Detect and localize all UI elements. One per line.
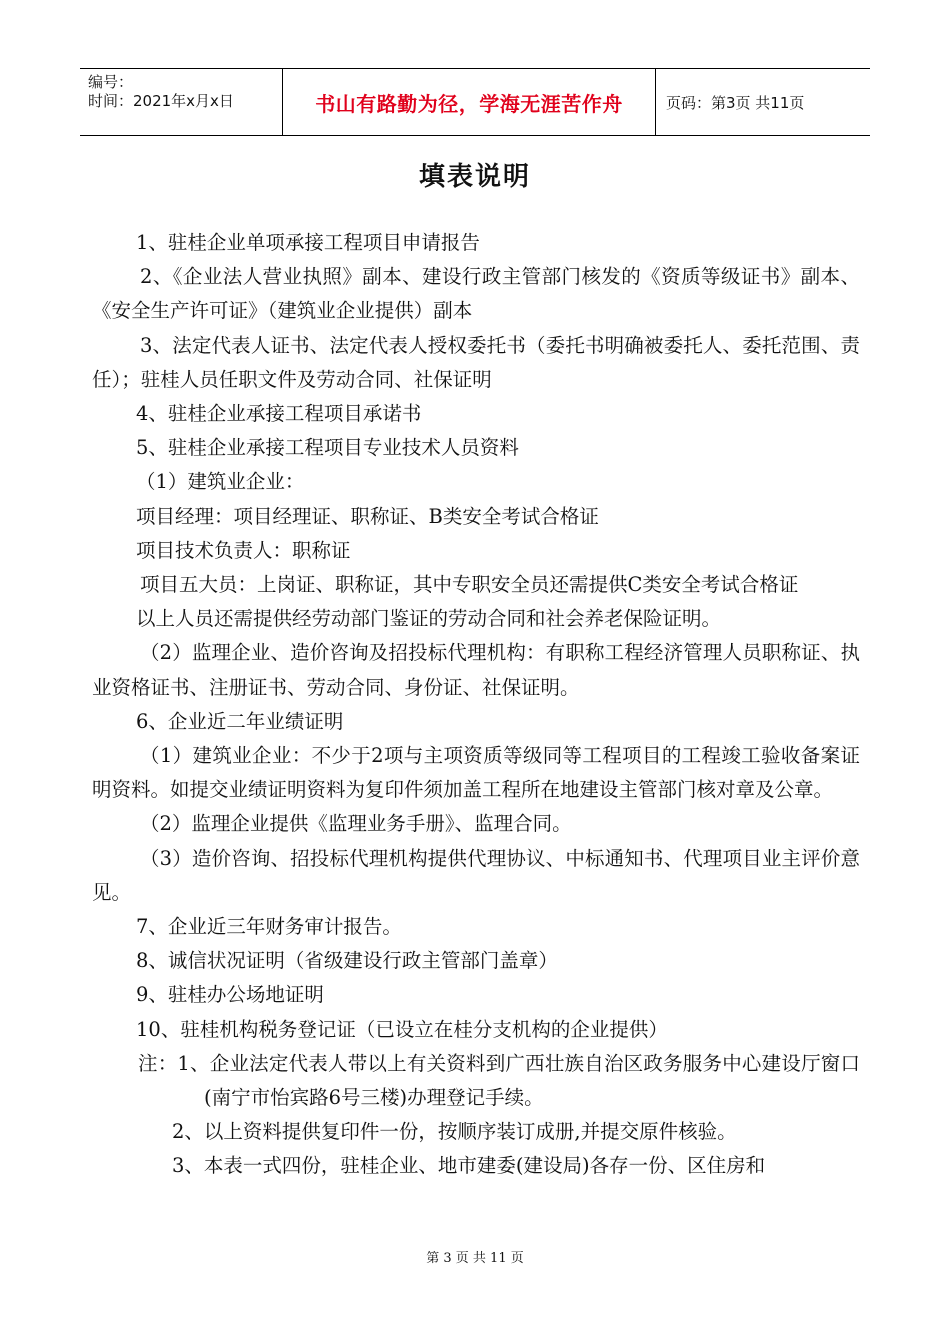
item-3: 3、法定代表人证书、法定代表人授权委托书（委托书明确被委托人、委托范围、责任）；驻桂人员任职文件及劳动合同、社保证明 xyxy=(92,333,860,391)
item-8: 8、诚信状况证明（省级建设行政主管部门盖章） xyxy=(136,949,558,973)
motto-cell xyxy=(283,69,656,135)
header-table xyxy=(80,68,870,136)
page-title: 填表说明 xyxy=(418,162,531,192)
item-1: 1、驻桂企业单项承接工程项目申请报告 xyxy=(136,231,480,254)
item-6-sub-3: （3）造价咨询、招投标代理机构提供代理协议、中标通知书、代理项目业主评价意见。 xyxy=(92,846,860,904)
item-5-note: 以上人员还需提供经劳动部门鉴证的劳动合同和社会养老保险证明。 xyxy=(136,607,722,631)
item-5-five-staff: 项目五大员：上岗证、职称证，其中专职安全员还需提供C类安全考试合格证 xyxy=(140,573,799,597)
note-3: 3、本表一式四份，驻桂企业、地市建委(建设局)各存一份、区住房和 xyxy=(172,1154,766,1178)
note-1: 注：1、企业法定代表人带以上有关资料到广西壮族自治区政务服务中心建设厅窗口(南宁市怡宾路6号三楼)办理登记手续。 xyxy=(138,1051,860,1110)
page-info-cell xyxy=(656,69,870,135)
item-10: 10、驻桂机构税务登记证（已设立在桂分支机构的企业提供） xyxy=(136,1017,668,1041)
item-6-sub-1: （1）建筑业企业：不少于2项与主项资质等级同等工程项目的工程竣工验收备案证明资料。如提交业绩证明资料为复印件须加盖工程所在地建设主管部门核对章及公章。 xyxy=(92,744,860,802)
page-info-text: 页码：第3页 共11页 xyxy=(666,93,805,112)
page-footer: 第 3 页 共 11 页 xyxy=(426,1251,524,1266)
item-6-sub-2: （2）监理企业提供《监理业务手册》、监理合同。 xyxy=(140,812,572,836)
item-2: 2、《企业法人营业执照》副本、建设行政主管部门核发的《资质等级证书》副本、《安全生产许可证》（建筑业企业提供）副本 xyxy=(92,265,860,323)
instructions-body xyxy=(92,226,860,1184)
number-label: 编号： xyxy=(88,73,134,91)
item-5: 5、驻桂企业承接工程项目专业技术人员资料 xyxy=(136,436,519,460)
item-6: 6、企业近二年业绩证明 xyxy=(136,709,344,733)
item-5-project-manager: 项目经理：项目经理证、职称证、B类安全考试合格证 xyxy=(136,504,599,528)
item-5-sub-2: （2）监理企业、造价咨询及招投标代理机构：有职称工程经济管理人员职称证、执业资格证书、注册证书、劳动合同、身份证、社保证明。 xyxy=(92,641,860,699)
item-5-tech-lead: 项目技术负责人：职称证 xyxy=(136,538,351,562)
item-5-sub-1: （1）建筑业企业： xyxy=(136,470,305,494)
item-9: 9、驻桂办公场地证明 xyxy=(136,983,324,1007)
note-2: 2、以上资料提供复印件一份，按顺序装订成册,并提交原件核验。 xyxy=(172,1120,737,1144)
motto-text: 书山有路勤为径，学海无涯苦作舟 xyxy=(315,91,623,116)
time-label: 时间：2021年x月x日 xyxy=(88,92,234,110)
item-4: 4、驻桂企业承接工程项目承诺书 xyxy=(136,402,422,426)
item-7: 7、企业近三年财务审计报告。 xyxy=(136,915,402,939)
header-meta-cell xyxy=(80,69,283,135)
